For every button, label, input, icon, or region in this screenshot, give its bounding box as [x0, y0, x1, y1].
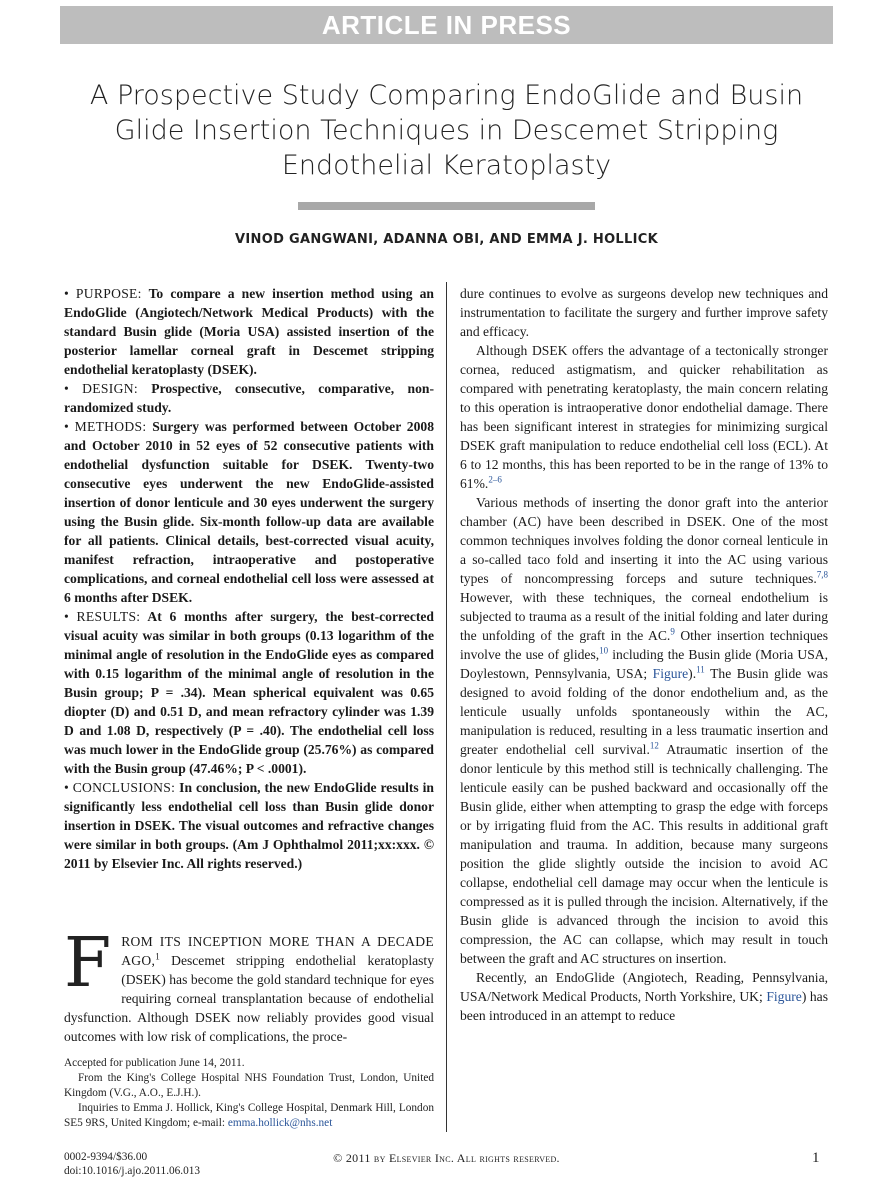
abstract-label: METHODS: — [74, 419, 147, 434]
article-title — [40, 78, 853, 183]
title-line: A Prospective Study Comparing EndoGlide and Busin — [89, 80, 804, 111]
footer-copyright: © 2011 by Elsevier Inc. All rights reserved. — [333, 1151, 560, 1165]
abstract — [64, 284, 434, 873]
title-rule — [298, 202, 595, 210]
introduction — [64, 924, 434, 1046]
body-paragraph — [460, 968, 828, 1025]
abstract-results: • RESULTS: At 6 months after surgery, the best-corrected visual acuity was similar in both groups (0.13 logarithm of the minimal angle of resolution in the EndoGlide eyes as compared with 0.15 logarithm of the minimal angle of resolution in the Busin group; P = .34). Mean spherical equivalent was 0.65 diopter (D) and 0.51 D, and mean refractory cylinder was 1.39 D and 1.08 D, respectively (P = .40). The endothelial cell loss was much lower in the EndoGlide group (25.76%) as compared with the Busin group (47.46%; P < .0001). — [64, 609, 434, 776]
body-text: ) has been introduced in an attempt to reduce — [460, 989, 828, 1023]
abstract-label: RESULTS: — [76, 609, 141, 624]
abstract-methods: • METHODS: Surgery was performed between October 2008 and October 2010 in 52 eyes of 52 consecutive patients with endothelial dysfunction suitable for DSEK. Twenty-two consecutive eyes underwent the new EndoGlide-assisted insertion of donor lenticule and 30 eyes underwent the surgery using the Busin glide. Six-month follow-up data are available for all patients. Clinical details, best-corrected visual acuity, manifest refraction, intraoperative and postoperative complications, and corneal endothelial cell loss were assessed at 6 months after DSEK. — [64, 419, 434, 605]
body-text: The Busin glide was designed to avoid folding of the donor endothelium and, as the lenticule usually unfolds spontaneously within the AC, manipulation is reduced, resulting in a less traumatic insertion and greater endothelial cell survival. — [460, 666, 828, 757]
footnote-inquiries — [64, 1101, 434, 1131]
abstract-text: In conclusion, the new EndoGlide results in significantly less endothelial cell loss than Busin glide donor insertion in DSEK. The visual outcomes and refractive changes were similar in both groups. (Am J Ophthalmol 2011;xx:xxx. © 2011 by Elsevier Inc. All rights reserved.) — [64, 780, 434, 871]
citation[interactable]: 2–6 — [488, 474, 502, 485]
body-column-right — [460, 284, 828, 1025]
drop-cap: F — [64, 924, 112, 1003]
body-paragraph — [460, 493, 828, 968]
citation[interactable]: 9 — [670, 626, 675, 637]
author-list: VINOD GANGWANI, ADANNA OBI, AND EMMA J. HOLLICK — [235, 232, 658, 247]
email-link[interactable]: emma.hollick@nhs.net — [227, 1117, 333, 1129]
article-in-press-banner: ARTICLE IN PRESS — [60, 6, 833, 44]
body-paragraph: dure continues to evolve as surgeons develop new techniques and instrumentation to facilitate the surgery and further improve safety and efficacy. — [460, 286, 828, 339]
abstract-label: CONCLUSIONS: — [72, 780, 176, 795]
citation[interactable]: 10 — [599, 645, 609, 656]
body-text: Recently, an EndoGlide (Angiotech, Reading, Pennsylvania, USA/Network Medical Products, North Yorkshire, UK; — [460, 970, 828, 1004]
figure-link[interactable]: Figure — [766, 989, 802, 1004]
abstract-label: PURPOSE: — [75, 286, 142, 301]
body-text: However, with these techniques, the corneal endothelium is subjected to trauma as a result of the initial folding and later during the unfolding of the graft in the AC. — [460, 590, 828, 643]
body-text: Atraumatic insertion of the donor lenticule by this method still is technically challenging. The lenticule easily can be pushed backward and occasionally off the Busin glide, either when attempting to grasp the edge with forceps or by irrigating fluid from the AC. This results in additional graft manipulation and trauma. In addition, because many surgeons position the glide slightly outside the incision to avoid AC collapse, endothelial cell damage may occur when the lenticule is compressed as it is pulled through the incision. Alternatively, if the Busin glide is advanced through the incision to avoid this compression, the AC can collapse, which may result in touch between the graft and AC structures on insertion. — [460, 742, 828, 966]
intro-text: Descemet stripping endothelial keratoplasty (DSEK) has become the gold standard technique for eyes requiring corneal transplantation because of endothelial dysfunction. Although DSEK now reliably provides good visual outcomes with low risk of complications, the proce- — [64, 953, 434, 1044]
doi: doi:10.1016/j.ajo.2011.06.013 — [64, 1165, 201, 1177]
abstract-text: At 6 months after surgery, the best-corrected visual acuity was similar in both groups (0.13 logarithm of the minimal angle of resolution in the EndoGlide eyes as compared with 0.15 logarithm of the minimal angle of resolution in the Busin group; P = .34). Mean spherical equivalent was 0.65 diopter (D) and 0.51 D, and mean refractory cylinder was 1.39 D and 1.08 D, respectively (P = .40). The endothelial cell loss was much lower in the EndoGlide group (25.76%) as compared with the Busin group (47.46%; P < .0001). — [64, 609, 434, 776]
footnote-accepted: Accepted for publication June 14, 2011. — [64, 1057, 245, 1069]
abstract-conclusions: • CONCLUSIONS: In conclusion, the new EndoGlide results in significantly less endothelial cell loss than Busin glide donor insertion in DSEK. The visual outcomes and refractive changes were similar in both groups. (Am J Ophthalmol 2011;xx:xxx. © 2011 by Elsevier Inc. All rights reserved.) — [64, 780, 434, 871]
abstract-text: Surgery was performed between October 2008 and October 2010 in 52 eyes of 52 consecutive patients with endothelial dysfunction suitable for DSEK. Twenty-two consecutive eyes underwent the new EndoGlide-assisted insertion of donor lenticule and 30 eyes underwent the surgery using the Busin glide. Six-month follow-up data are available for all patients. Clinical details, best-corrected visual acuity, manifest refraction, intraoperative and postoperative complications, and corneal endothelial cell loss were assessed at 6 months after DSEK. — [64, 419, 434, 605]
citation[interactable]: 7,8 — [816, 569, 828, 580]
body-text: ). — [688, 666, 697, 681]
body-paragraph — [460, 341, 828, 493]
abstract-text: To compare a new insertion method using an EndoGlide (Angiotech/Network Medical Products) with the standard Busin glide (Moria USA) assisted insertion of the posterior lamellar corneal graft in Descemet stripping endothelial keratoplasty (DSEK). — [64, 286, 434, 377]
title-line: Endothelial Keratoplasty — [281, 150, 612, 181]
footnote-affiliation: From the King's College Hospital NHS Foundation Trust, London, United Kingdom (V.G., A.O., E.J.H.). — [64, 1072, 434, 1099]
abstract-purpose: • PURPOSE: To compare a new insertion method using an EndoGlide (Angiotech/Network Medical Products) with the standard Busin glide (Moria USA) assisted insertion of the posterior lamellar corneal graft in Descemet stripping endothelial keratoplasty (DSEK). — [64, 286, 434, 377]
citation: 1 — [155, 951, 160, 962]
footnotes — [64, 1056, 434, 1131]
body-text: including the Busin glide (Moria USA, Doylestown, Pennsylvania, USA; — [460, 647, 828, 681]
body-text: Other insertion techniques involve the use of glides, — [460, 628, 829, 662]
body-text: Although DSEK offers the advantage of a tectonically stronger cornea, reduced astigmatism, and quicker rehabilitation as compared with penetrating keratoplasty, the main concern relating to this operation is intraoperative donor endothelial damage. There has been significant interest in strategies for minimizing surgical DSEK graft manipulation to reduce endothelial cell loss (ECL). At 6 to 12 months, this has been reported to be in the range of 13% to 61%. — [460, 343, 828, 491]
column-divider — [446, 282, 447, 1132]
abstract-design: • DESIGN: Prospective, consecutive, comparative, non-randomized study. — [64, 381, 434, 415]
page-number: 1 — [812, 1150, 820, 1166]
footnote-inquiries-text: Inquiries to Emma J. Hollick, King's College Hospital, Denmark Hill, London SE5 9RS, United Kingdom; e-mail: — [64, 1102, 434, 1129]
body-text: Various methods of inserting the donor graft into the anterior chamber (AC) have been described in DSEK. One of the most common techniques involves folding the donor corneal lenticule in a so-called taco fold and inserting it into the AC using various types of noncompressing forceps and suture techniques. — [460, 495, 828, 586]
abstract-text: Prospective, consecutive, comparative, non-randomized study. — [64, 381, 434, 415]
intro-smallcaps: ROM ITS INCEPTION MORE THAN A DECADE AGO, — [121, 934, 434, 968]
citation[interactable]: 11 — [696, 664, 705, 675]
title-line: Glide Insertion Techniques in Descemet Stripping — [114, 115, 779, 146]
citation[interactable]: 12 — [649, 740, 659, 751]
issn-code: 0002-9394/$36.00 — [64, 1151, 148, 1163]
figure-link[interactable]: Figure — [652, 666, 689, 681]
abstract-label: DESIGN: — [82, 381, 138, 396]
